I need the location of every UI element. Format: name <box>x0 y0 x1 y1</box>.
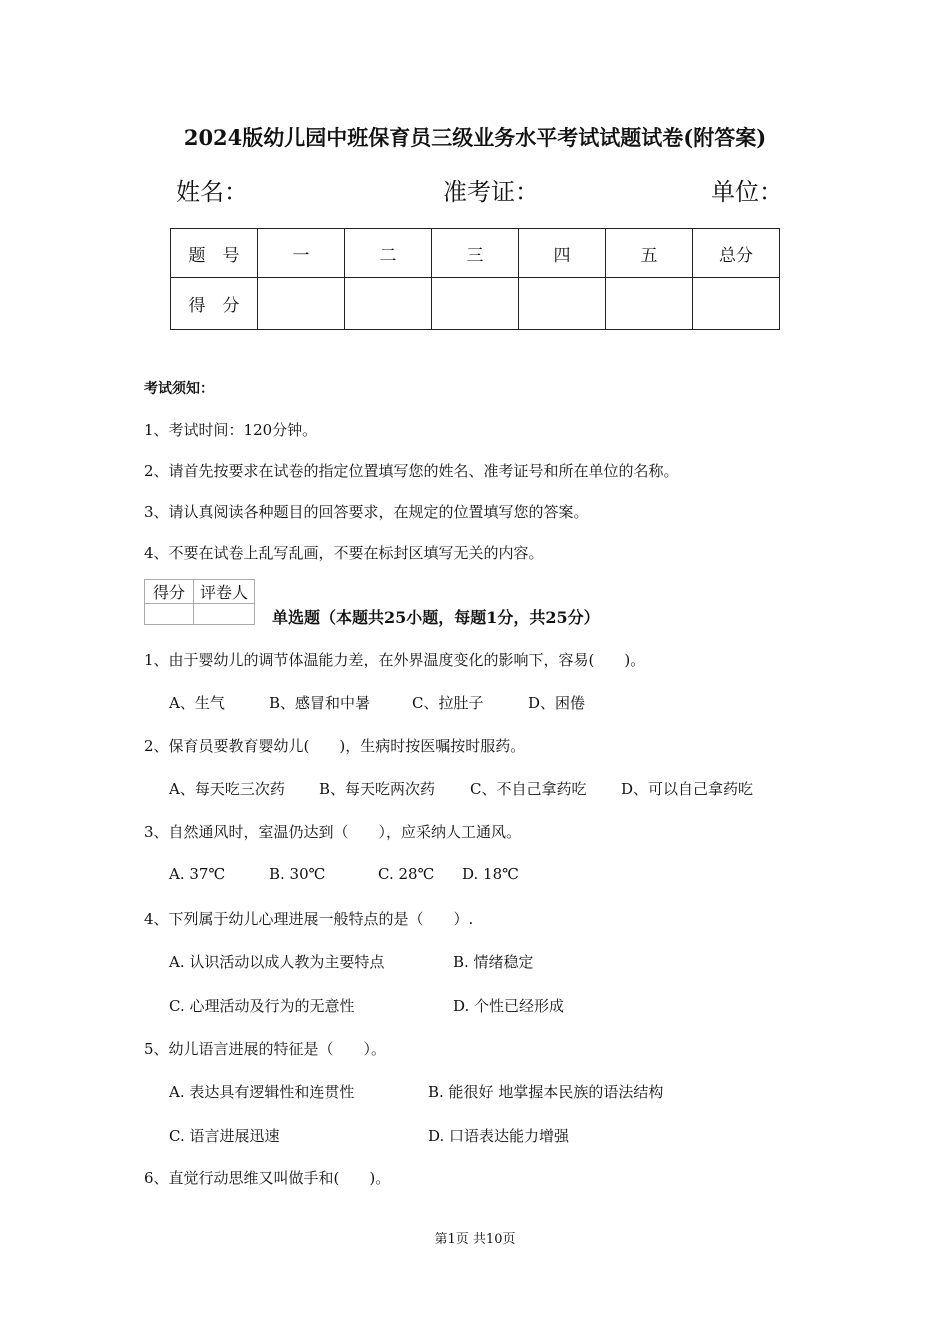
question-option: D、困倦 <box>528 694 586 712</box>
question-option: B、感冒和中暑 <box>269 694 371 712</box>
grader-score-label: 得分 <box>145 580 194 604</box>
score-col-total: 总分 <box>693 229 780 278</box>
score-row-header: 得 分 <box>171 278 258 330</box>
question-option: B. 能很好 地掌握本民族的语法结构 <box>428 1083 664 1101</box>
question-option: C. 心理活动及行为的无意性 <box>169 997 355 1015</box>
notice-item: 2、请首先按要求在试卷的指定位置填写您的姓名、准考证号和所在单位的名称。 <box>144 462 679 480</box>
notice-heading: 考试须知： <box>144 381 214 397</box>
question-option: D. 口语表达能力增强 <box>428 1127 570 1145</box>
question-option: B. 30℃ <box>269 865 326 883</box>
question-stem: 4、下列属于幼儿心理进展一般特点的是（ ）. <box>144 910 474 928</box>
notice-item: 1、考试时间：120分钟。 <box>144 421 318 439</box>
question-option: B. 情绪稳定 <box>453 953 534 971</box>
question-option: D、可以自己拿药吃 <box>621 780 754 798</box>
question-option: C、拉肚子 <box>412 694 484 712</box>
question-option: C、不自己拿药吃 <box>470 780 587 798</box>
question-option: A. 认识活动以成人教为主要特点 <box>169 953 385 971</box>
question-stem: 6、直觉行动思维又叫做手和( )。 <box>144 1169 391 1187</box>
score-col-4: 四 <box>519 229 606 278</box>
question-option: D. 18℃ <box>462 865 519 883</box>
question-stem: 1、由于婴幼儿的调节体温能力差，在外界温度变化的影响下，容易( )。 <box>144 651 646 669</box>
exam-id-label: 准考证： <box>443 178 539 206</box>
score-col-2: 二 <box>345 229 432 278</box>
name-label: 姓名： <box>176 178 248 206</box>
question-option: A. 37℃ <box>169 865 226 883</box>
grader-name-label: 评卷人 <box>194 580 255 604</box>
score-cell-2[interactable] <box>345 278 432 330</box>
score-cell-total[interactable] <box>693 278 780 330</box>
notice-item: 3、请认真阅读各种题目的回答要求，在规定的位置填写您的答案。 <box>144 503 589 521</box>
score-col-1: 一 <box>258 229 345 278</box>
question-stem: 3、自然通风时，室温仍达到（ ），应采纳人工通风。 <box>144 823 522 841</box>
question-stem: 2、保育员要教育婴幼儿( )，生病时按医嘱按时服药。 <box>144 737 526 755</box>
question-option: A. 表达具有逻辑性和连贯性 <box>169 1083 355 1101</box>
page-title: 2024版幼儿园中班保育员三级业务水平考试试题试卷(附答案) <box>183 125 767 150</box>
grader-score-cell[interactable] <box>145 604 194 625</box>
score-table <box>170 228 780 330</box>
score-table-header: 题 号 <box>171 229 258 278</box>
question-option: B、每天吃两次药 <box>319 780 436 798</box>
score-col-3: 三 <box>432 229 519 278</box>
grader-name-cell[interactable] <box>194 604 255 625</box>
question-option: C. 28℃ <box>378 865 435 883</box>
section-title: 单选题（本题共25小题，每题1分，共25分） <box>272 608 600 627</box>
score-cell-5[interactable] <box>606 278 693 330</box>
page-footer: 第1页 共10页 <box>434 1232 516 1247</box>
score-cell-4[interactable] <box>519 278 606 330</box>
question-option: A、生气 <box>169 694 225 712</box>
grader-box <box>144 579 255 625</box>
question-option: A、每天吃三次药 <box>169 780 285 798</box>
notice-item: 4、不要在试卷上乱写乱画，不要在标封区填写无关的内容。 <box>144 544 544 562</box>
score-cell-3[interactable] <box>432 278 519 330</box>
question-option: C. 语言进展迅速 <box>169 1127 280 1145</box>
score-col-5: 五 <box>606 229 693 278</box>
unit-label: 单位： <box>711 178 783 206</box>
question-stem: 5、幼儿语言进展的特征是（ ）。 <box>144 1040 387 1058</box>
score-cell-1[interactable] <box>258 278 345 330</box>
question-option: D. 个性已经形成 <box>453 997 565 1015</box>
